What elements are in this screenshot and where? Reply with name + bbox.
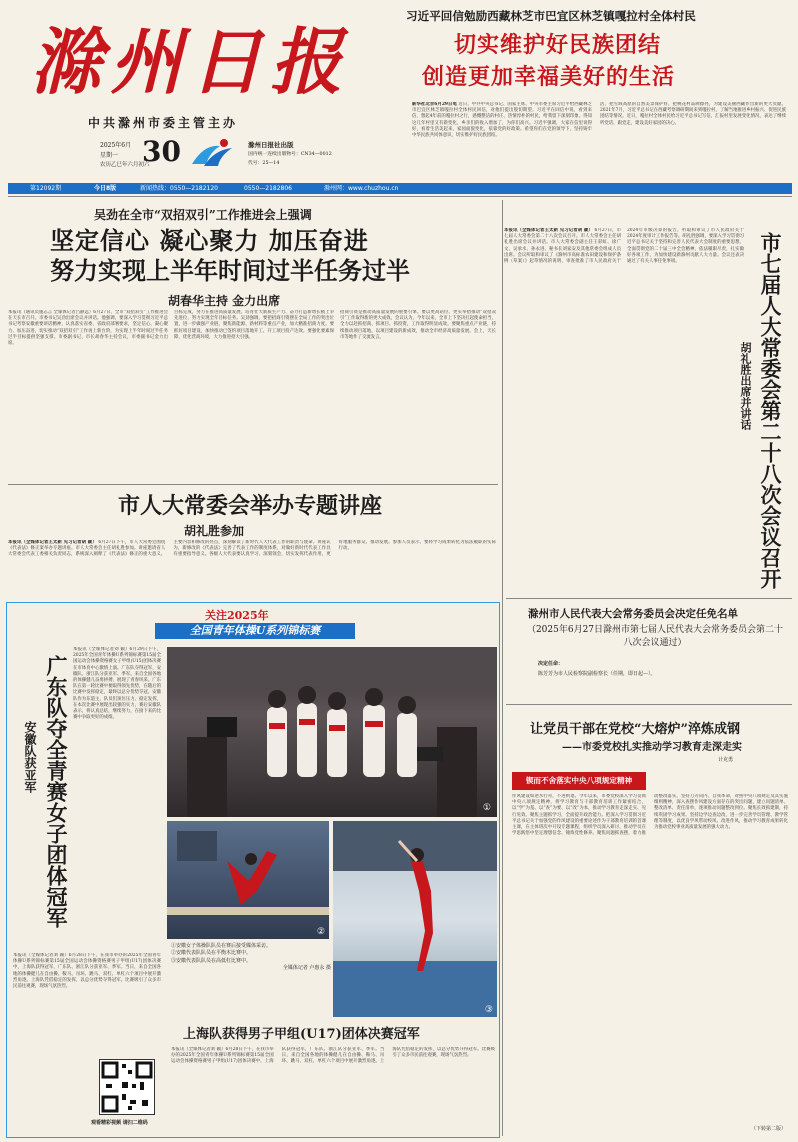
- story2-kicker: 吴劲在全市“双招双引”工作推进会上强调: [94, 208, 312, 222]
- divider-mid-vertical: [502, 200, 503, 1136]
- banner-line1: 关注2025年: [205, 609, 269, 622]
- date-lunar: 农历乙巳年六月初六: [100, 162, 150, 168]
- photo-marker-3: ③: [484, 1005, 493, 1015]
- date-day: 30: [142, 135, 181, 168]
- news-hotline-2: 0550—2182806: [244, 185, 292, 192]
- sports-body1-more: [13, 953, 161, 1051]
- logo-icon: [190, 136, 236, 170]
- postal-code: 代号：25—14: [248, 161, 280, 166]
- appointment-label: 决定任命：: [538, 661, 564, 667]
- sports-title2: 上海队获得男子甲组(U17)团体决赛冠军: [183, 1027, 420, 1042]
- top-story-kicker: 习近平回信勉励西藏林芝市巴宜区林芝镇嘎拉村全体村民: [406, 9, 696, 23]
- website[interactable]: 滁州网：www.chuzhou.cn: [324, 185, 399, 192]
- sports-body2-preview: 本报讯（全媒体记者刘 颖）6月28日下午，在我市举办的2025年全国青年体操U系列锦标赛第15届全国运动会体操资格赛男子甲组(U17)团体决赛中，上海队获得冠军，广东队、浙江队分获亚军、季军。当日，来自全国各地的体操健儿在自由操、鞍马、吊环、跳马、双杠、单杠六个项目中展开激烈角逐。上海队凭借稳定的发挥，以总分优势夺得冠军。比赛吸引了众多市民前往观赛，现场气氛热烈。: [13, 953, 161, 990]
- qr-code[interactable]: [99, 1059, 155, 1115]
- qr-label: 观看精彩视频 请扫二维码: [91, 1120, 148, 1126]
- appointment-title: 滁州市人民代表大会常务委员会决定任免名单: [528, 608, 738, 620]
- gymnast-beam-icon: [167, 821, 329, 939]
- sports-banner: [135, 607, 375, 643]
- divider-right-1: [506, 598, 792, 599]
- story2-headline1: 坚定信心 凝心聚力 加压奋进: [50, 226, 369, 255]
- top-story-headline1: 切实维护好民族团结: [454, 32, 662, 58]
- date-weekday: 星期一: [100, 152, 119, 159]
- story2-col1: 本报讯（通讯员施志言 全媒体记者吕静远）6月27日，全市“双招双引”工作推进会在天长市召开。市委书记吴劲出席会议并讲话。他强调，要深入学习贯彻习近平总书记考察安徽重要讲话精神，认真落实省委、省政府部署要求，坚定信心、凝心聚力、加压奋进，切实推动“双招双引”工作再上新台阶，为实现上半年时间过半任务过半目标提供坚强支撑。市委副书记、市长胡春华主持会议，市委副书记金力出席。: [8, 310, 168, 347]
- lecture-body: [8, 540, 496, 594]
- committee-byline: 本报讯（全媒体记者王太新 见习记者胡 颖）: [504, 228, 593, 233]
- caption-credit: 全媒体记者 卢惠永 摄: [282, 965, 331, 972]
- sports-section: [6, 602, 500, 1138]
- party-badge: 锲而不舍落实中央八项规定精神: [512, 772, 646, 790]
- sports-title1: 广东队夺全青赛女子团体冠军: [44, 655, 69, 928]
- top-story: [396, 6, 792, 176]
- top-story-col2: 活，把雪域高原的自然美景保护好，把桃花村品牌擦亮，为建设美丽西藏作出新的更大贡献。2021年7月，习近平总书记在西藏考察调研期间来到嘎拉村，了解当地推进乡村振兴、促进民族团结等情况。近日，嘎拉村全体村民给习近平总书记写信，汇报村里发展变化情况，表达了继续听党话、跟党走，建设美好家园的决心。: [600, 102, 786, 126]
- photo-marker-2: ②: [316, 927, 325, 937]
- date-month: 2025年6月: [100, 142, 132, 149]
- story-committee: [500, 228, 792, 598]
- story-party-school: [508, 712, 792, 1136]
- photo-interview: [167, 647, 497, 817]
- committee-title: 市七届人大常委会第二十八次会议召开: [758, 232, 783, 589]
- divider-top: [8, 196, 792, 197]
- top-story-dateline: 新华社北京6月29日电: [412, 102, 457, 107]
- date-block: [8, 136, 388, 178]
- sports-body2: 本报讯（全媒体记者刘 颖）6月28日下午，在我市举办的2025年全国青年体操U系列锦标赛第15届全国运动会体操资格赛男子甲组(U17)团体决赛中，上海队获得冠军，广东队、浙江队分获亚军、季军。当日，来自全国各地的体操健儿在自由操、鞍马、吊环、跳马、双杠、单杠六个项目中展开激烈角逐。上海队凭借稳定的发挥，以总分优势夺得冠军。比赛吸引了众多市民前往观赛，现场气氛热烈。: [171, 1047, 495, 1065]
- page-count: 今日8版: [94, 185, 117, 192]
- story-lecture: [8, 488, 496, 596]
- news-hotline: 新闻热线：0550—2182120: [140, 185, 218, 192]
- party-sub: ——市委党校扎实推动学习教育走深走实: [562, 742, 742, 753]
- cn-number: 国内统一连续出版物号：CN34—0012: [248, 152, 332, 157]
- issue-number: 第12092期: [30, 185, 62, 192]
- top-story-col1: [412, 102, 592, 174]
- party-body: 作风建设如逆水行舟，不进则退。今年以来，市委党校深入学习贯彻中央八项规定精神，将学习教育与干部教育培训工作紧密结合，以“学”为基、以“查”为要、以“改”为本，推动学习教育走深走实、见行见效。聚焦主题抓学习，全面提升政治能力。把深入学习贯彻习近平总书记关于加强党的作风建设的重要论述作为干部教育培训的首课主课，在主体班次中开设专题课程，组织学员深入研讨，推动学员在学思践悟中坚定理想信念、锤炼党性修养。聚焦问题抓查摆，着力推动整改落实。坚持刀刃向内、自我革命，对照中央八项规定及其实施细则精神，深入查摆作风建设方面存在的突出问题，建立问题清单、整改清单、责任清单，逐项推动问题整改到位。聚焦长效抓建制，持续巩固学习成果。坚持边学边查边改，进一步完善学员管理、教学管理等制度，以优良学风带动校风、改进作风，推动学习教育成果转化为推动党校事业高质量发展的强大动力。: [512, 794, 788, 837]
- party-more: （下转第二版）: [750, 1126, 786, 1132]
- appointment-notice: [508, 602, 792, 694]
- appointment-sub: （2025年6月27日滁州市第七届人民代表大会常务委员会第二十八次会议通过）: [526, 625, 784, 648]
- photo-marker-1: ①: [482, 803, 491, 813]
- lecture-byline: 本报讯（全媒体记者王太新 见习记者胡 颖）: [8, 540, 97, 545]
- sports-title1-sub: 安徽队获亚军: [23, 721, 37, 793]
- masthead-sponsor: 中共滁州市委主管主办: [88, 116, 239, 130]
- committee-sub: 胡礼胜出席并讲话: [739, 342, 752, 430]
- photo-bars: [333, 821, 497, 1017]
- story2-headline2: 努力实现上半年时间过半任务过半: [50, 256, 410, 285]
- divider-right-2: [506, 704, 792, 705]
- masthead: [8, 6, 388, 184]
- masthead-title: 滁州日报: [30, 19, 351, 104]
- story2-col3: 招商引资是推动高质量发展的重要引擎。要以更高站位、更实举措推动“双招双引”工作取得新的更大成效。会议认为，今年以来，全市上下坚决扛起使命担当，全力以赴抓招商、抓项目、抓投资，工作取得明显成效。要聚焦重点产业链，持续推动项目落地，以项目建设的新成效，推动全市经济高质量发展。会上，天长市等地作了交流发言。: [340, 310, 496, 340]
- lecture-text: 6月27日下午，市人大常委会围绕《代表法》修正案举办专题讲座。市人大常委会主任胡礼胜参加。讲座邀请省人大常委会代表工委相关负责同志，系统深入阐释了《代表法》修正的重大意义、主要内容和修改的亮点，深刻解读了新时代人大代表工作的职责与使命。讲座认为，新修改的《代表法》完善了代表工作的制度体系，对做好新时代代表工作具有重要指导意义。各级人大代表要认真学习、深刻领会，切实发挥代表作用，更好地服务群众、推动发展。参加人员表示，要将学习成果转化为依法履职的实际行动。: [8, 540, 496, 558]
- lecture-sub: 胡礼胜参加: [184, 524, 245, 538]
- caption-3: ③安徽代表队队员在高低杠比赛中。: [171, 957, 252, 964]
- committee-body: [504, 228, 744, 592]
- party-byline: 计克勇: [718, 757, 734, 763]
- story-double-recruit: [8, 200, 496, 432]
- gymnast-bars-icon: [333, 821, 497, 1017]
- caption-2: ②安徽代表队队员在平衡木比赛中。: [171, 950, 252, 957]
- gymnasts-group-icon: [167, 647, 497, 817]
- photo-captions: [171, 943, 331, 1013]
- info-bar: [8, 183, 792, 194]
- story2-col2: 目标完成，努力在推进高质量发展、培育壮大新质生产力、奋力打造新增长极上争先进位，努力实现全年目标任务。吴劲强调，要把招商引资摆在全局工作的突出位置，进一步做强产业链，聚焦新能源、新材料等重点产业，加大精准招商力度。要抓好项目建设，加快推动已签约项目落地开工、开工项目投产达效。要强化要素保障，优化营商环境，大力推进招大引强。: [174, 310, 334, 340]
- appointment-body: 陈芳芳为市人民检察院副检察长（任期，即日起—）。: [538, 671, 656, 677]
- committee-text: 6月27日，市七届人大常委会第二十八次会议召开。市人大常委会主任胡礼胜出席会议并讲话。市人大常委会副主任王彩虹、徐广文、吴承水、孙永进、秘书长刘家安及其他常委会组成人员出席。会议听取和审议了《滁州市高标准农田建设和保护条例（草案）》起草情况的说明，审查批准了市人民政府关于2024年市级决算的报告，听取和审议了市人民政府关于2024年度审计工作报告等。胡礼胜强调，要深入学习贯彻习近平总书记关于坚持和完善人民代表大会制度的重要思想，全面贯彻党的二十届三中全会精神，依法履职尽责，扎实做好各项工作，为加快建设新滁州贡献人大力量。会议还表决通过了有关人事任免事项。: [504, 228, 744, 265]
- party-title: 让党员干部在党校“大熔炉”淬炼成钢: [530, 722, 740, 737]
- top-story-headline2: 创造更加幸福美好的生活: [422, 64, 676, 90]
- photo-beam: [167, 821, 329, 939]
- qr-icon: [100, 1060, 154, 1114]
- divider-lecture: [8, 484, 498, 485]
- caption-1: ①安徽女子体操队队员在赛后接受媒体采访。: [171, 943, 272, 949]
- story2-sub: 胡春华主持 金力出席: [168, 294, 281, 308]
- sports-body1: 本报讯（全媒体记者刘 颖）6月29日下午，2025年全国青年体操U系列锦标赛第15届全国运动会体操资格赛女子甲组(U15)团体决赛在市体育中心激情上演。广东队夺得冠军，安徽队、浙江队分获亚军、季军。来自全国各地的体操健儿奋勇拼搏，展现了青春风采。广东队在第一轮比赛中便取得领先优势，在随后的比赛中发挥稳定，最终以总分优势夺冠。安徽队作为东道主，队员们顶住压力、稳定发挥，在本次比赛中展现出较强的实力，赛后安徽队表示，将认真总结，继续努力，在接下来的比赛中争取更好的成绩。: [73, 647, 161, 721]
- top-story-text1: 近日，中共中央总书记、国家主席、中央军委主席习近平给西藏林芝市巴宜区林芝镇嘎拉村全体村民回信，对他们提出殷切期望。习近平在回信中说，看到来信，想起4年前的嘎拉村之行，感慨整洁的村庄、热情淳朴的村民，给我留下深刻印象。得知这几年村里又有新变化，乡亲们的收入增加了，为你们高兴。习近平强调，大家在信里说得好，看着生活美起来，家园面貌变化，依靠党的好政策。希望你们在党的领导下，坚持铸牢中华民族共同体意识，切实维护好民族团结。: [412, 102, 592, 139]
- lecture-title: 市人大常委会举办专题讲座: [118, 493, 383, 519]
- banner-line2: 全国青年体操U系列锦标赛: [155, 623, 355, 639]
- publisher: 滁州日报社出版: [248, 141, 294, 149]
